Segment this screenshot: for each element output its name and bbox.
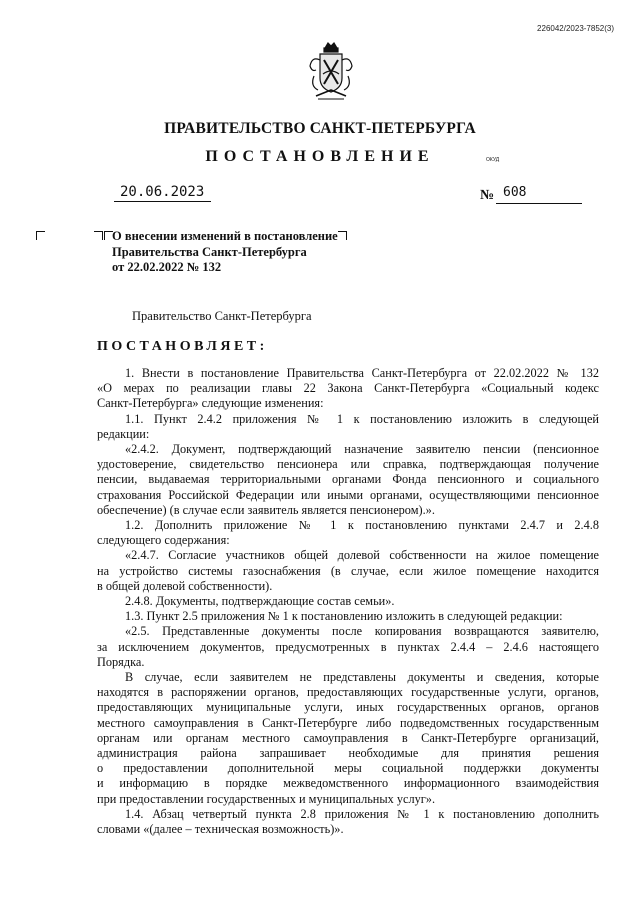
number-sign: № — [480, 188, 495, 203]
document-date: 20.06.2023 — [120, 184, 205, 200]
body-line: «2.4.7. Согласие участников общей долевой собственности на жилое помещение — [125, 548, 599, 563]
corner-mark-left — [36, 231, 45, 240]
subject-line: от 22.02.2022 № 132 — [112, 260, 222, 274]
body-line: предоставляющих муниципальные услуги, иных государственных органов, органов — [97, 700, 599, 715]
body-line: «2.5. Представленные документы после копирования возвращаются заявителю, — [125, 624, 599, 639]
body-line: 1.2. Дополнить приложение № 1 к постановлению пунктами 2.4.7 и 2.4.8 — [125, 518, 599, 533]
document-body — [97, 366, 599, 837]
number-underline — [496, 203, 582, 204]
st-petersburg-coat-of-arms — [306, 40, 356, 102]
body-line: словами «(далее – техническая возможность)». — [97, 822, 344, 837]
body-line: 1. Внести в постановление Правительства Санкт-Петербурга от 22.02.2022 № 132 — [125, 366, 599, 380]
body-line: и информацию в порядке межведомственного информационного взаимодействия — [97, 776, 599, 791]
body-line: в общей долевой собственности). — [97, 578, 273, 593]
body-line: пенсии, выдаваемая территориальными органами Фонда пенсионного и социального — [97, 472, 599, 487]
body-line: Санкт-Петербурга» следующие изменения: — [97, 396, 324, 411]
issuer: Правительство Санкт-Петербурга — [132, 309, 312, 323]
subject-line: Правительства Санкт-Петербурга — [112, 244, 307, 259]
document-id: 226042/2023-7852(3) — [537, 24, 614, 33]
subject-line: О внесении изменений в постановление — [112, 229, 338, 243]
resolves-heading: ПОСТАНОВЛЯЕТ: — [97, 339, 268, 354]
body-line: удостоверение, свидетельство пенсионера или справка, подтверждающая получение — [97, 457, 599, 472]
body-line: «О мерах по реализации главы 22 Закона Санкт-Петербурга «Социальный кодекс — [97, 381, 599, 396]
body-line: местного самоуправления в Санкт-Петербурге либо подведомственных государственным — [97, 715, 599, 730]
body-line: В случае, если заявителем не представлены документы и сведения, которые — [125, 670, 599, 685]
document-subject — [112, 229, 352, 276]
body-line: находятся в распоряжении органов, предоставляющих государственные услуги, органов, — [97, 685, 599, 700]
body-line: страхования Российской Федерации или иными органами, осуществляющими пенсионное — [97, 487, 599, 502]
document-type-heading: ПОСТАНОВЛЕНИЕ — [205, 148, 435, 165]
document-number: 608 — [503, 185, 527, 200]
okud-label: ОКУД — [486, 157, 500, 163]
body-line: «2.4.2. Документ, подтверждающий назначение заявителю пенсии (пенсионное — [125, 442, 599, 457]
body-line: о предоставлении дополнительной меры социальной поддержки документы — [97, 761, 599, 776]
date-underline — [114, 201, 211, 202]
body-line: за исключением документов, предусмотренных в пунктах 2.4.4 – 2.4.6 настоящего — [97, 639, 599, 654]
body-line: Порядка. — [97, 654, 145, 669]
body-line: 2.4.8. Документы, подтверждающие состав семьи». — [125, 594, 395, 609]
body-line: на устройство системы газоснабжения (в случае, если жилое помещение находится — [97, 563, 599, 578]
body-line: 1.4. Абзац четвертый пункта 2.8 приложения № 1 к постановлению дополнить — [125, 806, 599, 821]
body-line: обеспечение) (в случае если заявитель является пенсионером).». — [97, 502, 435, 517]
body-line: 1.1. Пункт 2.4.2 приложения № 1 к постановлению изложить в следующей — [125, 411, 599, 426]
corner-mark-mid-left — [94, 231, 103, 240]
body-line: администрация района запрашивает необходимые для принятия решения — [97, 746, 599, 761]
body-line: 1.3. Пункт 2.5 приложения № 1 к постановлению изложить в следующей редакции: — [125, 609, 563, 624]
government-heading: ПРАВИТЕЛЬСТВО САНКТ-ПЕТЕРБУРГА — [164, 120, 476, 137]
body-line: при предоставлении государственных и муниципальных услуг». — [97, 791, 436, 806]
body-line: следующего содержания: — [97, 533, 230, 548]
body-line: редакции: — [97, 426, 150, 441]
body-line: органам или органам местного самоуправления в Санкт-Петербурге организаций, — [97, 730, 599, 745]
